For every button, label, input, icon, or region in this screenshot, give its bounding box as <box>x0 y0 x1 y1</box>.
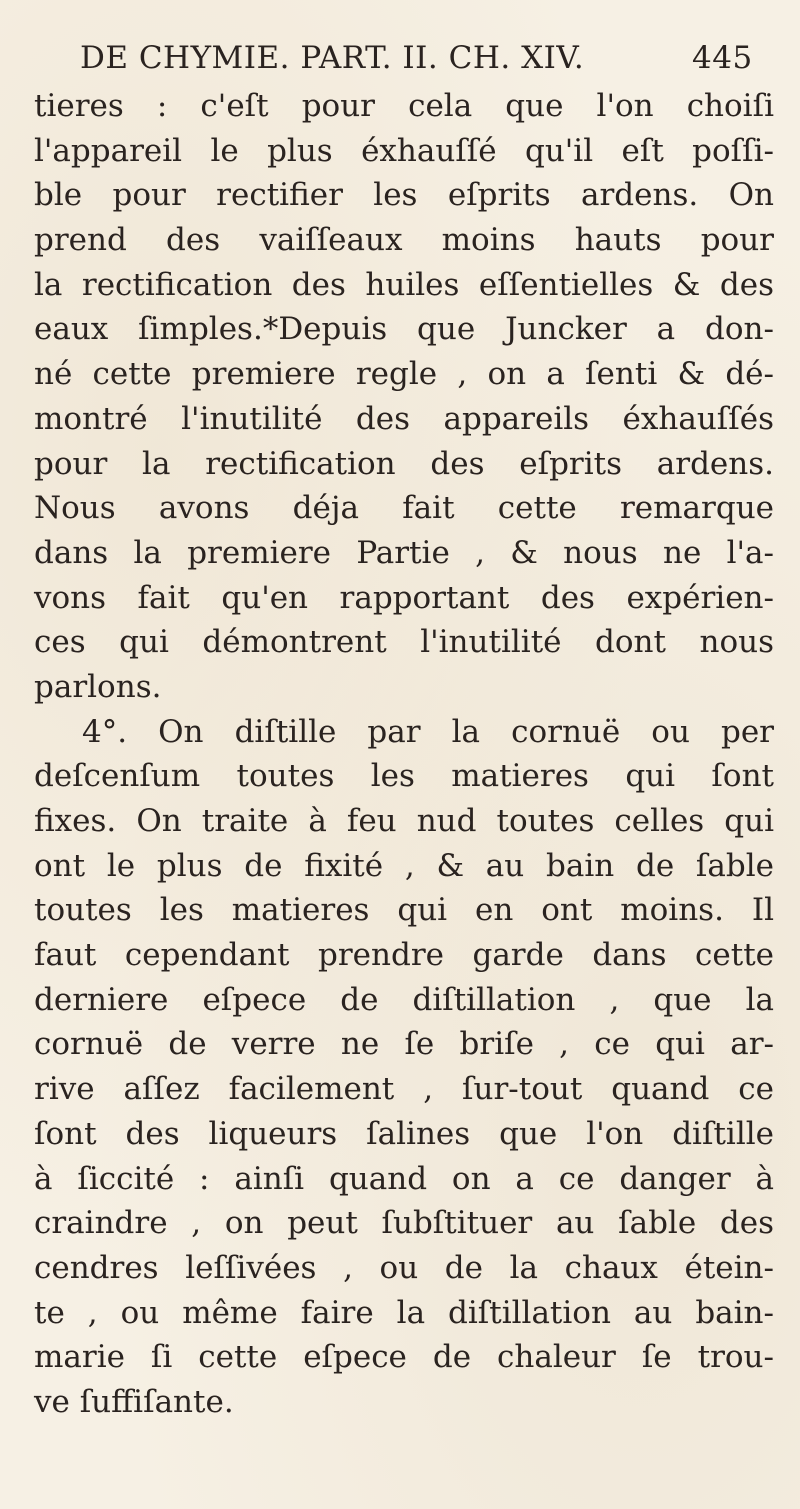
text-line: rive aſſez facilement , ſur-tout quand ce <box>34 1071 774 1108</box>
text-line: te , ou même faire la diſtillation au bain- <box>34 1294 774 1331</box>
text-line: ſont des liqueurs ſalines que l'on diſtille <box>34 1115 774 1152</box>
text-line: dans la premiere Partie , & nous ne l'a- <box>34 534 774 571</box>
text-line: cendres leſſivées , ou de la chaux étein- <box>34 1249 774 1286</box>
text-line: l'appareil le plus éxhauſſé qu'il eſt poſſi- <box>34 132 774 169</box>
text-line: prend des vaiſſeaux moins hauts pour <box>34 222 774 259</box>
page-number: 445 <box>692 40 753 76</box>
text-line: ont le plus de fixité , & au bain de ſable <box>34 847 774 884</box>
text-line: cornuë de verre ne ſe briſe , ce qui ar- <box>34 1026 774 1063</box>
text-line: ble pour rectifier les eſprits ardens. On <box>34 177 774 214</box>
text-line: toutes les matieres qui en ont moins. Il <box>34 892 774 929</box>
text-line: derniere eſpece de diſtillation , que la <box>34 981 774 1018</box>
page-body-text <box>34 84 774 1425</box>
text-line: faut cependant prendre garde dans cette <box>34 937 774 974</box>
text-line: fixes. On traite à feu nud toutes celles qui <box>34 803 774 839</box>
text-line: 4°. On diſtille par la cornuë ou per <box>82 713 774 750</box>
text-line: montré l'inutilité des appareils éxhauſſés <box>34 400 774 437</box>
text-line: ces qui démontrent l'inutilité dont nous <box>34 624 774 661</box>
text-line: ve ſuffiſante. <box>34 1383 234 1420</box>
text-line: né cette premiere regle , on a ſenti & dé- <box>34 356 774 393</box>
text-line: pour la rectification des eſprits ardens. <box>34 445 774 482</box>
text-line: eaux ſimples.*Depuis que Juncker a don- <box>34 311 774 348</box>
text-line: parlons. <box>34 668 162 705</box>
text-line: tieres : c'eſt pour cela que l'on choiſi <box>34 88 774 124</box>
text-line: deſcenſum toutes les matieres qui ſont <box>34 758 774 795</box>
text-line: marie ſi cette eſpece de chaleur ſe trou- <box>34 1339 774 1376</box>
running-head: DE CHYMIE. PART. II. CH. XIV. <box>80 40 585 76</box>
text-line: à ſiccité : ainſi quand on a ce danger à <box>34 1160 774 1197</box>
text-line: Nous avons déja fait cette remarque <box>34 490 774 527</box>
text-line: craindre , on peut ſubſtituer au ſable des <box>34 1205 774 1242</box>
text-line: la rectification des huiles eſſentielles & des <box>34 266 774 303</box>
text-line: vons fait qu'en rapportant des expérien- <box>34 579 774 616</box>
